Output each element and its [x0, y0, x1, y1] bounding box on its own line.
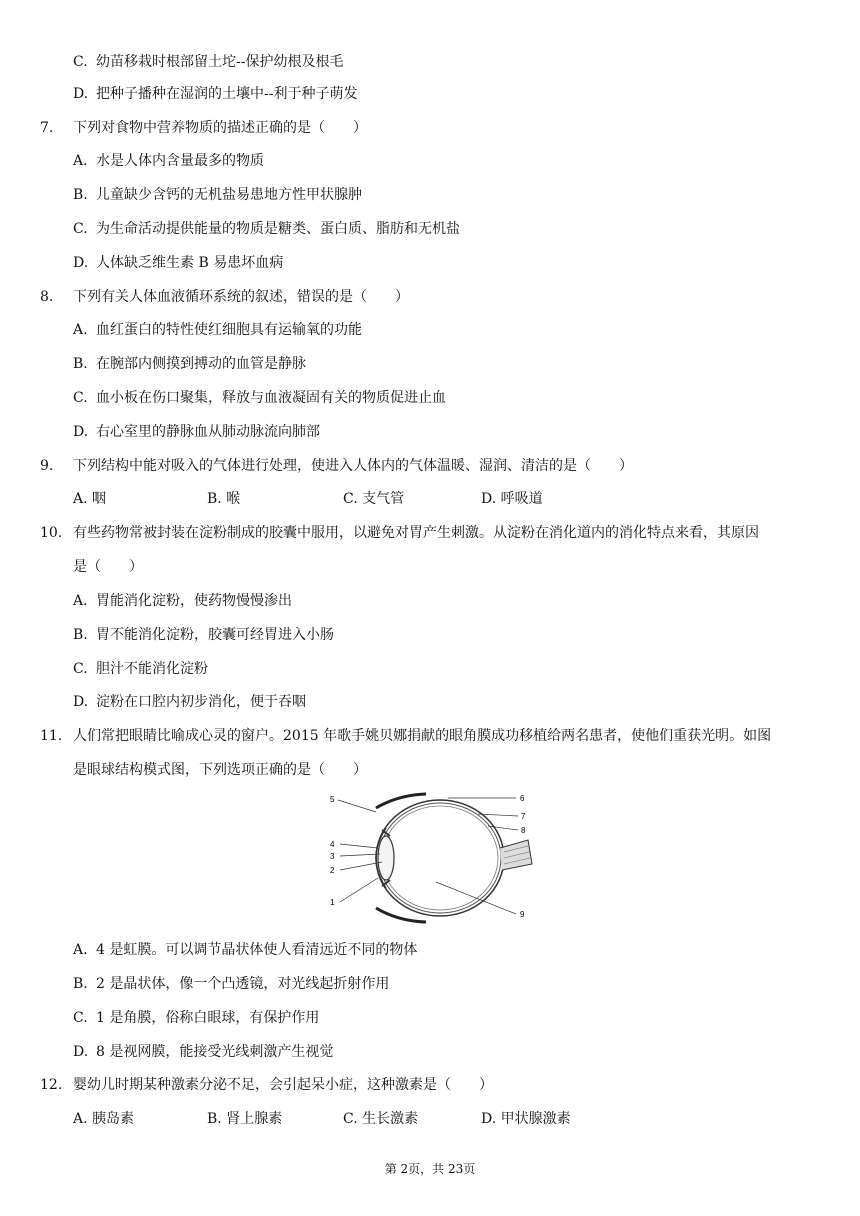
question-number: 9.	[40, 458, 54, 474]
option-letter: C.	[73, 390, 88, 406]
question-number: 7.	[40, 120, 54, 136]
figure-label-8: 8	[521, 826, 526, 835]
lens	[378, 836, 394, 880]
option-text: 在腕部内侧摸到搏动的血管是静脉	[96, 356, 306, 372]
answer-option	[207, 1109, 282, 1129]
question-number: 12.	[40, 1077, 63, 1093]
option-letter: D.	[73, 255, 89, 271]
answer-option	[481, 1109, 571, 1129]
option-text: 2 是晶状体，像一个凸透镜，对光线起折射作用	[96, 976, 390, 992]
option-text: 支气管	[362, 491, 405, 507]
choroid	[379, 803, 501, 913]
option-text: 胃能消化淀粉，使药物慢慢渗出	[96, 593, 292, 609]
option-letter: C.	[73, 221, 88, 237]
option-text: 为生命活动提供能量的物质是糖类、蛋白质、脂肪和无机盐	[96, 221, 460, 237]
option-letter: C.	[343, 491, 358, 507]
option-letter: D.	[73, 86, 89, 102]
retina	[382, 806, 498, 910]
question-number: 10.	[40, 525, 63, 541]
option-letter: C.	[73, 1010, 88, 1026]
option-letter: A.	[73, 1111, 88, 1127]
option-letter: D.	[73, 424, 89, 440]
answer-option	[481, 489, 543, 509]
question-text: 下列结构中能对吸入的气体进行处理，使进入人体内的气体温暖、湿润、清洁的是（ ）	[73, 458, 633, 474]
option-letter: A.	[73, 322, 88, 338]
question-text: 下列对食物中营养物质的描述正确的是（ ）	[73, 120, 367, 136]
question-text: 有些药物常被封装在淀粉制成的胶囊中服用，以避免对胃产生刺激。从淀粉在消化道内的消化特点来看，其原因	[73, 525, 759, 541]
answer-option	[207, 489, 240, 509]
eyeball-diagram	[328, 790, 536, 926]
option-text: 8 是视网膜，能接受光线刺激产生视觉	[96, 1044, 334, 1060]
question-text: 人们常把眼睛比喻成心灵的窗户。2015 年歌手姚贝娜捐献的眼角膜成功移植给两名患者，使他们重获光明。如图	[73, 728, 772, 744]
question-text: 是眼球结构模式图，下列选项正确的是（ ）	[73, 762, 367, 778]
option-text: 甲状腺激素	[500, 1111, 571, 1127]
option-letter: B.	[73, 356, 88, 372]
question-text: 婴幼儿时期某种激素分泌不足，会引起呆小症，这种激素是（ ）	[73, 1077, 493, 1093]
option-text: 呼吸道	[500, 491, 543, 507]
option-text: 幼苗移栽时根部留土坨--保护幼根及根毛	[96, 54, 344, 70]
option-letter: A.	[73, 153, 88, 169]
figure-label-3: 3	[330, 852, 335, 861]
question-number: 11.	[40, 728, 63, 744]
option-text: 咽	[92, 491, 107, 507]
option-letter: C.	[73, 661, 88, 677]
option-letter: C.	[343, 1111, 358, 1127]
question-text: 是（ ）	[73, 559, 143, 575]
option-letter: D.	[73, 1044, 89, 1060]
option-text: 水是人体内含量最多的物质	[96, 153, 264, 169]
option-letter: D.	[481, 491, 497, 507]
option-text: 淀粉在口腔内初步消化，便于吞咽	[96, 694, 306, 710]
option-letter: B.	[73, 627, 88, 643]
figure-label-7: 7	[521, 812, 526, 821]
figure-label-5: 5	[330, 795, 335, 804]
option-letter: A.	[73, 942, 88, 958]
option-letter: A.	[73, 491, 88, 507]
option-text: 4 是虹膜。可以调节晶状体使人看清远近不同的物体	[96, 942, 418, 958]
option-text: 右心室里的静脉血从肺动脉流向肺部	[96, 424, 320, 440]
answer-option	[343, 1109, 418, 1129]
option-letter: D.	[73, 694, 89, 710]
sclera	[376, 800, 504, 916]
option-text: 喉	[226, 491, 241, 507]
option-text: 血小板在伤口聚集，释放与血液凝固有关的物质促进止血	[96, 390, 446, 406]
option-letter: B.	[207, 491, 222, 507]
figure-label-6: 6	[520, 794, 525, 803]
option-letter: B.	[73, 187, 88, 203]
option-text: 人体缺乏维生素 B 易患坏血病	[96, 255, 284, 271]
option-text: 儿童缺少含钙的无机盐易患地方性甲状腺肿	[96, 187, 362, 203]
figure-label-4: 4	[330, 840, 335, 849]
question-text: 下列有关人体血液循环系统的叙述，错误的是（ ）	[73, 289, 409, 305]
option-letter: A.	[73, 593, 88, 609]
option-letter: B.	[73, 976, 88, 992]
option-letter: D.	[481, 1111, 497, 1127]
option-text: 把种子播种在湿润的土壤中--利于种子萌发	[96, 86, 358, 102]
option-letter: B.	[207, 1111, 222, 1127]
figure-label-1: 1	[330, 898, 335, 907]
option-text: 肾上腺素	[226, 1111, 283, 1127]
option-letter: C.	[73, 54, 88, 70]
page-footer: 第 2页，共 23页	[384, 1162, 476, 1176]
figure-label-2: 2	[330, 866, 335, 875]
figure-label-9: 9	[520, 910, 525, 919]
option-text: 血红蛋白的特性使红细胞具有运输氧的功能	[96, 322, 362, 338]
answer-option	[73, 489, 106, 509]
answer-option	[343, 489, 404, 509]
option-text: 胰岛素	[92, 1111, 135, 1127]
option-text: 生长激素	[362, 1111, 419, 1127]
answer-option	[73, 1109, 134, 1129]
question-number: 8.	[40, 289, 54, 305]
option-text: 胆汁不能消化淀粉	[96, 661, 208, 677]
option-text: 胃不能消化淀粉，胶囊可经胃进入小肠	[96, 627, 334, 643]
option-text: 1 是角膜，俗称白眼球，有保护作用	[96, 1010, 320, 1026]
